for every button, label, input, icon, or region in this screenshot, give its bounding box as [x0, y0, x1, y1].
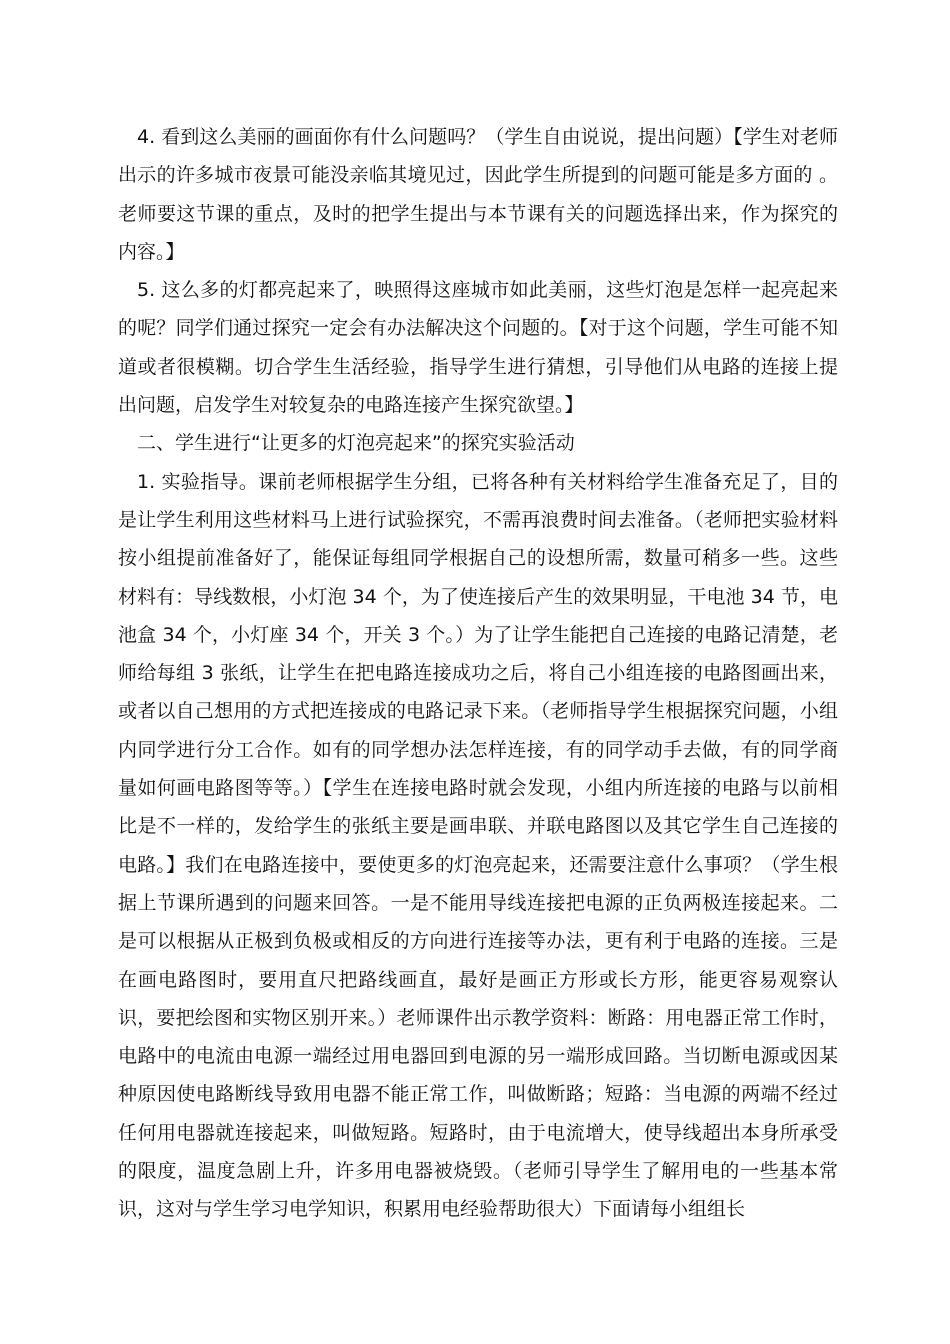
document-page [118, 118, 838, 1229]
paragraph-experiment-guidance: 1. 实验指导。课前老师根据学生分组，已将各种有关材料给学生准备充足了，目的是让学生利用这些材料马上进行试验探究，不需再浪费时间去准备。（老师把实验材料按小组提前准备好了，能保证每组同学根据自己的设想所需，数量可稍多一些。这些材料有：导线数根，小灯泡 34 个，为了使连接后产生的效果明显，干电池 34 节，电池盒 34 个，小灯座 34 个，开关 3 个。）为了让学生能把自己连接的电路记清楚，老师给每组 3 张纸，让学生在把电路连接成功之后，将自己小组连接的电路图画出来，或者以自己想用的方式把连接成的电路记录下来。（老师指导学生根据探究问题，小组内同学进行分工合作。如有的同学想办法怎样连接，有的同学动手去做，有的同学商量如何画电路图等等。）【学生在连接电路时就会发现，小组内所连接的电路与以前相比是不一样的，发给学生的张纸主要是画串联、并联电路图以及其它学生自己连接的电路。】我们在电路连接中，要使更多的灯泡亮起来，还需要注意什么事项？（学生根据上节课所遇到的问题来回答。一是不能用导线连接把电源的正负两极连接起来。二是可以根据从正极到负极或相反的方向进行连接等办法，更有利于电路的连接。三是在画电路图时，要用直尺把路线画直，最好是画正方形或长方形，能更容易观察认识，要把绘图和实物区别开来。）老师课件出示教学资料：断路：用电器正常工作时，电路中的电流由电源一端经过用电器回到电源的另一端形成回路。当切断电源或因某种原因使电路断线导致用电器不能正常工作，叫做断路；短路：当电源的两端不经过任何用电器就连接起来，叫做短路。短路时，由于电流增大，使导线超出本身所承受的限度，温度急剧上升，许多用电器被烧毁。（老师引导学生了解用电的一些基本常识，这对与学生学习电学知识，积累用电经验帮助很大）下面请每小组组长 [118, 470, 838, 1221]
paragraph-question-4: 4. 看到这么美丽的画面你有什么问题吗？（学生自由说说，提出问题）【学生对老师出示的许多城市夜景可能没亲临其境见过，因此学生所提到的问题可能是多方面的 。老师要这节课的重点，及时的把学生提出与本节课有关的问题选择出来，作为探究的内容。】 [118, 126, 838, 263]
section-heading-2: 二、学生进行“让更多的灯泡亮起来”的探究实验活动 [137, 432, 575, 455]
paragraph-question-5: 5. 这么多的灯都亮起来了，映照得这座城市如此美丽，这些灯泡是怎样一起亮起来的呢？同学们通过探究一定会有办法解决这个问题的。【对于这个问题，学生可能不知道或者很模糊。切合学生生活经验，指导学生进行猜想，引导他们从电路的连接上提出问题，启发学生对较复杂的电路连接产生探究欲望。】 [118, 279, 838, 417]
